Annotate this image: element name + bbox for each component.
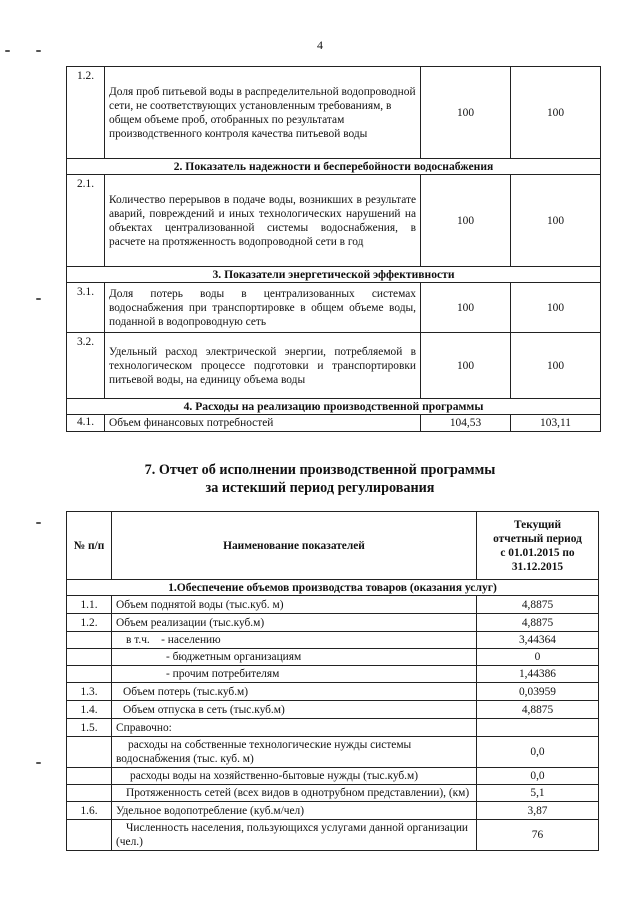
indicator-value: 100 [511, 333, 601, 399]
indicator-text: - бюджетным организациям [112, 649, 477, 666]
indicator-value: 4,8875 [477, 701, 599, 719]
table-row [67, 596, 599, 614]
section-heading: 4. Расходы на реализацию производственной программы [67, 399, 601, 415]
section-row [67, 580, 599, 596]
indicator-value: 0,0 [477, 737, 599, 768]
indicator-text: Объем финансовых потребностей [105, 415, 421, 432]
table-row [67, 67, 601, 159]
section-title-line: 7. Отчет об исполнении производственной программы [144, 462, 496, 478]
table-row [67, 737, 599, 768]
indicator-value: 100 [421, 67, 511, 159]
table-row [67, 785, 599, 802]
indicator-value: 1,44386 [477, 666, 599, 683]
scan-mark [36, 298, 41, 300]
row-number [67, 820, 112, 851]
table-row [67, 614, 599, 632]
indicator-value: 104,53 [421, 415, 511, 432]
indicator-text: Объем поднятой воды (тыс.куб. м) [112, 596, 477, 614]
table-row [67, 768, 599, 785]
section-heading: 2. Показатель надежности и бесперебойности водоснабжения [67, 159, 601, 175]
table-row [67, 701, 599, 719]
table-row [67, 415, 601, 432]
indicator-value: 100 [421, 333, 511, 399]
indicator-text: Объем потерь (тыс.куб.м) [112, 683, 477, 701]
table-row [67, 333, 601, 399]
row-number [67, 737, 112, 768]
row-number: 4.1. [67, 415, 105, 432]
section-row [67, 399, 601, 415]
indicator-value: 0,03959 [477, 683, 599, 701]
indicator-value: 5,1 [477, 785, 599, 802]
section-heading: 3. Показатели энергетической эффективности [67, 267, 601, 283]
table-row [67, 683, 599, 701]
indicator-text: - прочим потребителям [112, 666, 477, 683]
indicator-value: 76 [477, 820, 599, 851]
indicator-text: Доля проб питьевой воды в распределительной водопроводной сети, не соответствующих установленным требованиям, в общем объеме проб, отобранных по результатам производственного контроля качества питьевой воды [105, 67, 421, 159]
indicator-value: 0,0 [477, 768, 599, 785]
scan-mark [36, 50, 41, 52]
table-row [67, 666, 599, 683]
indicator-text: Доля потерь воды в централизованных системах водоснабжения при транспортировке в общем объеме воды, поданной в водопроводную сеть [105, 283, 421, 333]
section-heading: 1.Обеспечение объемов производства товаров (оказания услуг) [67, 580, 599, 596]
indicator-value: 3,87 [477, 802, 599, 820]
indicator-value [477, 719, 599, 737]
indicator-text: Численность населения, пользующихся услугами данной организации (чел.) [112, 820, 477, 851]
table-row [67, 820, 599, 851]
row-number: 1.2. [67, 67, 105, 159]
indicator-text: Объем реализации (тыс.куб.м) [112, 614, 477, 632]
indicator-value: 103,11 [511, 415, 601, 432]
section-title-line: за истекший период регулирования [205, 480, 435, 496]
row-number: 3.2. [67, 333, 105, 399]
row-number: 1.3. [67, 683, 112, 701]
table-row [67, 283, 601, 333]
scan-mark [36, 522, 41, 524]
table-row [67, 802, 599, 820]
indicator-text: Объем отпуска в сеть (тыс.куб.м) [112, 701, 477, 719]
row-number [67, 768, 112, 785]
row-number [67, 649, 112, 666]
row-number [67, 666, 112, 683]
row-number: 3.1. [67, 283, 105, 333]
indicators-table [66, 66, 601, 432]
indicator-value: 100 [511, 283, 601, 333]
indicator-text: Протяженность сетей (всех видов в однотрубном представлении), (км) [112, 785, 477, 802]
indicator-text: Удельное водопотребление (куб.м/чел) [112, 802, 477, 820]
indicator-value: 100 [421, 283, 511, 333]
indicator-text: Удельный расход электрической энергии, потребляемой в технологическом процессе подготовки и транспортировки питьевой воды, на единицу объема воды [105, 333, 421, 399]
indicator-value: 100 [421, 175, 511, 267]
scan-mark [36, 762, 41, 764]
indicator-value: 100 [511, 67, 601, 159]
indicator-value: 4,8875 [477, 614, 599, 632]
indicator-value: 100 [511, 175, 601, 267]
indicator-text: Количество перерывов в подаче воды, возникших в результате аварий, повреждений и иных технологических нарушений на объектах централизованной системы водоснабжения, в расчете на протяженность водопроводной сети в год [105, 175, 421, 267]
indicator-text: Справочно: [112, 719, 477, 737]
indicator-value: 4,8875 [477, 596, 599, 614]
row-number [67, 785, 112, 802]
table-row [67, 632, 599, 649]
table-row [67, 175, 601, 267]
indicator-text: в т.ч. - населению [112, 632, 477, 649]
row-number [67, 632, 112, 649]
header-number: № п/п [67, 512, 112, 580]
header-period: Текущий отчетный период с 01.01.2015 по 31.12.2015 [477, 512, 599, 580]
row-number: 1.5. [67, 719, 112, 737]
page-number: 4 [317, 38, 323, 52]
indicator-text: расходы воды на хозяйственно-бытовые нужды (тыс.куб.м) [112, 768, 477, 785]
row-number: 2.1. [67, 175, 105, 267]
header-name: Наименование показателей [112, 512, 477, 580]
section-title [0, 461, 640, 497]
report-table [66, 511, 599, 851]
row-number: 1.2. [67, 614, 112, 632]
indicator-value: 0 [477, 649, 599, 666]
table-row [67, 719, 599, 737]
indicator-text: расходы на собственные технологические нужды системы водоснабжения (тыс. куб. м) [112, 737, 477, 768]
section-row [67, 159, 601, 175]
table-header-row [67, 512, 599, 580]
table-row [67, 649, 599, 666]
scan-mark [5, 50, 10, 52]
row-number: 1.1. [67, 596, 112, 614]
row-number: 1.4. [67, 701, 112, 719]
indicator-value: 3,44364 [477, 632, 599, 649]
section-row [67, 267, 601, 283]
row-number: 1.6. [67, 802, 112, 820]
